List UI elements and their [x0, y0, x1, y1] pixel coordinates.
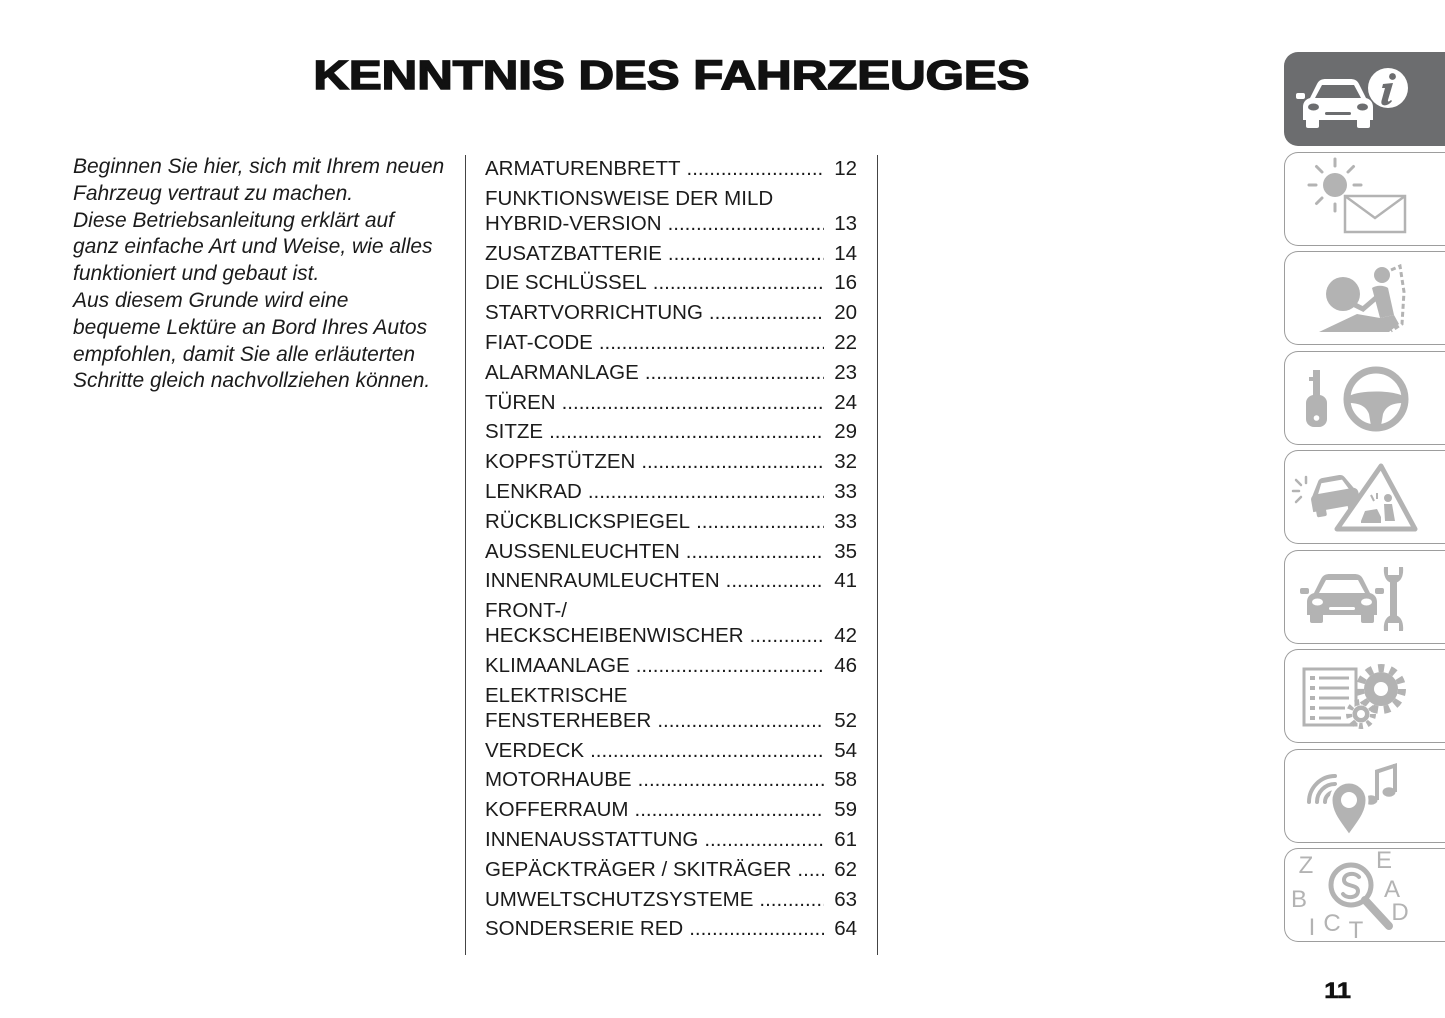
toc-entry-row: [485, 270, 857, 295]
page-title-text: KENNTNIS DES FAHRZEUGES: [312, 52, 1030, 98]
toc-entry-label: ALARMANLAGE: [485, 360, 639, 384]
toc-entry-row: [485, 419, 857, 444]
data-sheet-gears-icon: [1285, 650, 1444, 742]
toc-entry[interactable]: [485, 738, 857, 763]
section-tab-starting-driving[interactable]: [1284, 351, 1445, 445]
dot-leader: [726, 568, 825, 593]
intro-line: bequeme Lektüre an Bord Ihres Autos: [73, 315, 428, 339]
toc-entry-row: [485, 623, 857, 648]
toc-entry-row: [485, 708, 857, 733]
multimedia-location-icon: [1285, 750, 1444, 842]
toc-entry-row: [485, 211, 857, 236]
toc-entry-row: [485, 509, 857, 534]
toc-entry-row: [485, 539, 857, 564]
index-letter: A: [1383, 876, 1401, 903]
section-tab-index[interactable]: [1284, 848, 1445, 942]
toc-entry-label: FRONT-/: [485, 599, 567, 623]
dot-leader: [588, 479, 824, 504]
toc-entry[interactable]: [485, 449, 857, 474]
car-crash-warning-icon: [1285, 451, 1444, 543]
toc-entry-label: AUSSENLEUCHTEN: [485, 539, 680, 563]
toc-entry-label: FIAT-CODE: [485, 330, 593, 354]
toc-entry-row: [485, 156, 857, 181]
toc-entry[interactable]: [485, 479, 857, 504]
toc-page-number: 33: [834, 479, 857, 503]
toc-entry-label: ARMATURENBRETT: [485, 157, 681, 180]
intro-paragraph: [73, 208, 458, 288]
dot-leader: [759, 887, 824, 912]
page-number-text: 11: [1324, 978, 1352, 1003]
toc-entry[interactable]: [485, 827, 857, 852]
toc-entry-label: INNENAUSSTATTUNG: [485, 827, 699, 851]
toc-entry-row: [485, 449, 857, 474]
dot-leader: [562, 390, 825, 415]
toc-page-number: 35: [834, 539, 857, 563]
column-divider-right: [877, 155, 878, 955]
section-tab-vehicle-knowledge[interactable]: [1284, 52, 1445, 146]
toc-entry-row: [485, 241, 857, 266]
toc-entry[interactable]: [485, 270, 857, 295]
intro-text: [73, 154, 458, 395]
toc-entry[interactable]: [485, 767, 857, 792]
toc-page-number: 24: [834, 390, 857, 414]
dot-leader: [653, 270, 824, 295]
toc-entry-row: [485, 767, 857, 792]
section-tab-multimedia[interactable]: [1284, 749, 1445, 843]
toc-page-number: 13: [834, 211, 857, 235]
key-steering-wheel-icon: [1285, 352, 1444, 444]
toc-entry-label: HYBRID-VERSION: [485, 211, 662, 235]
dot-leader: [750, 623, 825, 648]
dot-leader: [687, 156, 825, 181]
intro-line: ganz einfache Art und Weise, wie alles: [73, 235, 433, 259]
dot-leader: [635, 797, 825, 822]
toc-page-number: 42: [834, 624, 857, 648]
index-letter: T: [1348, 917, 1364, 941]
toc-entry[interactable]: [485, 156, 857, 181]
airbag-seat-icon: [1285, 252, 1444, 344]
toc-entry-label: HECKSCHEIBENWISCHER: [485, 624, 744, 648]
dot-leader: [590, 738, 824, 763]
toc-entry-label: MOTORHAUBE: [485, 768, 632, 792]
toc-entry-label: STARTVORRICHTUNG: [485, 301, 703, 325]
index-letter: Z: [1298, 852, 1314, 879]
toc-page-number: 14: [834, 241, 857, 265]
toc-entry[interactable]: [485, 916, 857, 941]
page-number: [1320, 980, 1356, 1002]
toc-entry[interactable]: [485, 330, 857, 355]
toc-entry-label: ZUSATZBATTERIE: [485, 241, 662, 265]
toc-entry-row: [485, 797, 857, 822]
toc-entry-label: LENKRAD: [485, 479, 582, 503]
index-letter: B: [1290, 886, 1308, 913]
intro-line: Fahrzeug vertraut zu machen.: [73, 181, 354, 205]
toc-entry[interactable]: [485, 857, 857, 882]
dot-leader: [709, 300, 824, 325]
car-wrench-icon: [1285, 551, 1444, 643]
toc-page-number: 41: [834, 569, 857, 593]
intro-line: Diese Betriebsanleitung erklärt auf: [73, 208, 395, 232]
toc-entry-label: VERDECK: [485, 738, 585, 762]
toc-entry-label: ELEKTRISCHE: [485, 683, 628, 707]
dot-leader: [549, 419, 824, 444]
toc-entry[interactable]: [485, 683, 857, 733]
toc-entry-label: DIE SCHLÜSSEL: [485, 271, 647, 295]
toc-entry[interactable]: [485, 598, 857, 648]
toc-entry-row: [485, 330, 857, 355]
toc-page-number: 16: [834, 271, 857, 295]
toc-entry-row: [485, 738, 857, 763]
toc-entry-label: UMWELTSCHUTZSYSTEME: [485, 887, 754, 911]
dot-leader: [696, 509, 824, 534]
index-letter: C: [1323, 910, 1341, 937]
toc-entry[interactable]: [485, 419, 857, 444]
toc-entry-row: [485, 300, 857, 325]
toc-page-number: 52: [834, 708, 857, 732]
toc-page-number: 54: [834, 738, 857, 762]
toc-page-number: 29: [834, 420, 857, 444]
toc-entry-label: FUNKTIONSWEISE DER MILD: [485, 186, 774, 210]
intro-paragraph: [73, 154, 458, 208]
toc-page-number: 20: [834, 301, 857, 325]
intro-line: funktioniert und gebaut ist.: [73, 262, 320, 286]
toc-entry-label: KOFFERRAUM: [485, 798, 629, 822]
intro-line: Schritte gleich nachvollziehen können.: [73, 369, 431, 393]
toc-entry-label: TÜREN: [485, 390, 556, 414]
toc-entry[interactable]: [485, 568, 857, 593]
dot-leader: [641, 449, 824, 474]
toc-page-number: 22: [834, 330, 857, 354]
dot-leader: [689, 916, 824, 941]
index-letter: E: [1375, 849, 1393, 874]
intro-line: empfohlen, damit Sie alle erläuterten: [73, 342, 416, 366]
toc-entry[interactable]: [485, 887, 857, 912]
car-info-icon: [1285, 53, 1444, 145]
toc-entry-row: [485, 390, 857, 415]
intro-line: Aus diesem Grunde wird eine: [73, 288, 349, 312]
toc-entry-row: [485, 887, 857, 912]
toc-entry[interactable]: [485, 186, 857, 236]
toc-entry[interactable]: [485, 797, 857, 822]
toc-page-number: 63: [834, 887, 857, 911]
toc-entry[interactable]: [485, 300, 857, 325]
section-tab-safety[interactable]: [1284, 251, 1445, 345]
dot-leader: [668, 241, 824, 266]
toc-entry-row: [485, 360, 857, 385]
toc-page-number: 61: [834, 827, 857, 851]
toc-page-number: 23: [834, 360, 857, 384]
toc-page-number: 12: [834, 157, 857, 180]
section-tab-lights-messages[interactable]: [1284, 152, 1445, 246]
dot-leader: [599, 330, 824, 355]
section-tab-technical-data[interactable]: [1284, 649, 1445, 743]
toc-entry-row: [485, 653, 857, 678]
toc-entry-label: KOPFSTÜTZEN: [485, 450, 636, 474]
toc-entry-label: GEPÄCKTRÄGER / SKITRÄGER: [485, 857, 792, 881]
index-letter: I: [1308, 914, 1316, 941]
section-tab-maintenance[interactable]: [1284, 550, 1445, 644]
intro-line: Beginnen Sie hier, sich mit Ihrem neuen: [73, 155, 445, 178]
dot-leader: [686, 539, 824, 564]
page-title: [171, 52, 1171, 98]
toc-entry-label: INNENRAUMLEUCHTEN: [485, 569, 720, 593]
dot-leader: [704, 827, 824, 852]
toc-page-number: 46: [834, 653, 857, 677]
toc-entry[interactable]: [485, 360, 857, 385]
table-of-contents: [485, 156, 857, 946]
toc-entry-row: [485, 916, 857, 941]
toc-entry-row: [485, 568, 857, 593]
toc-page-number: 33: [834, 509, 857, 533]
index-magnifier-icon: [1285, 849, 1444, 941]
dot-leader: [645, 360, 824, 385]
toc-entry-row: [485, 827, 857, 852]
toc-page-number: 32: [834, 450, 857, 474]
section-tab-emergency[interactable]: [1284, 450, 1445, 544]
toc-entry-row: [485, 857, 857, 882]
dot-leader: [638, 767, 825, 792]
intro-paragraph: [73, 288, 458, 395]
toc-entry[interactable]: [485, 509, 857, 534]
toc-entry-row: [485, 479, 857, 504]
toc-entry-label: SITZE: [485, 420, 544, 444]
toc-entry-label: FENSTERHEBER: [485, 708, 652, 732]
dot-leader: [657, 708, 824, 733]
toc-page-number: 62: [834, 857, 857, 881]
toc-entry[interactable]: [485, 241, 857, 266]
dot-leader: [636, 653, 824, 678]
toc-page-number: 58: [834, 768, 857, 792]
toc-page-number: 59: [834, 798, 857, 822]
index-letter: D: [1391, 899, 1409, 926]
toc-entry[interactable]: [485, 653, 857, 678]
toc-entry-label: SONDERSERIE RED: [485, 917, 684, 941]
dot-leader: [797, 857, 824, 882]
toc-entry-label: RÜCKBLICKSPIEGEL: [485, 509, 691, 533]
light-message-icon: [1285, 153, 1444, 245]
toc-page-number: 64: [834, 917, 857, 941]
toc-entry[interactable]: [485, 390, 857, 415]
dot-leader: [668, 211, 825, 236]
toc-entry-label: KLIMAANLAGE: [485, 653, 630, 677]
toc-entry[interactable]: [485, 539, 857, 564]
column-divider-left: [465, 155, 466, 955]
